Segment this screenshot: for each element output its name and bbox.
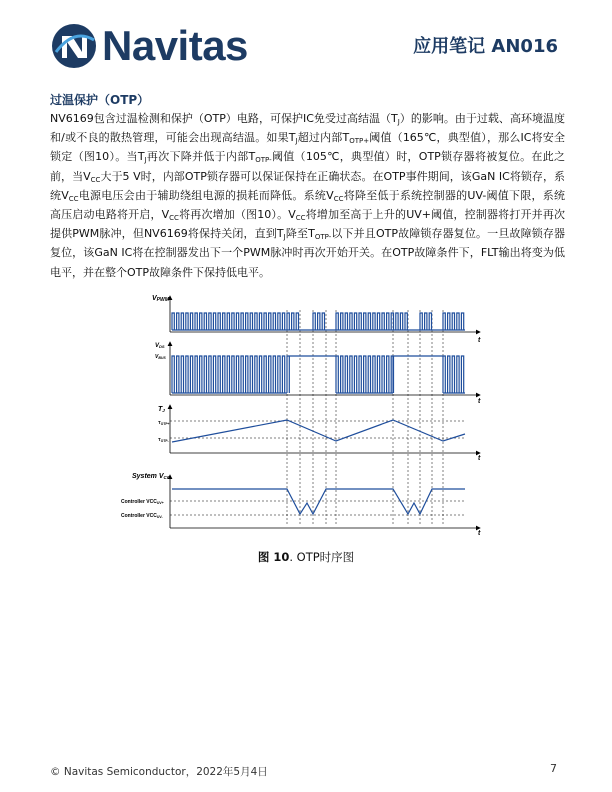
otp-timing-diagram xyxy=(121,290,481,550)
t-label-2: t xyxy=(478,398,481,405)
figure-caption: 图 10. OTP时序图 xyxy=(257,550,355,564)
waveform-system-vcc xyxy=(172,489,465,514)
label-totp-minus: $T_{OTP-}$ xyxy=(158,437,169,443)
label-controller-uv-plus: Controller $VCC_{UV+}$ xyxy=(121,499,164,505)
t-label-4: t xyxy=(478,530,481,537)
label-totp-plus: $T_{OTP+}$ xyxy=(158,420,170,426)
label-tj: TJ xyxy=(158,406,165,413)
footer-copyright: © Navitas Semiconductor，2022年5月4日 xyxy=(50,766,268,778)
waveform-vpwm xyxy=(172,313,465,330)
t-label-1: t xyxy=(478,337,481,344)
section-heading: 过温保护（OTP） xyxy=(50,93,150,107)
label-controller-uv-minus: Controller $VCC_{UV-}$ xyxy=(121,513,163,519)
logo-text: Navitas xyxy=(102,22,248,69)
label-vpwm: VPWM xyxy=(152,295,169,303)
page-number: 7 xyxy=(550,762,557,775)
doc-title: 应用笔记 AN016 xyxy=(413,36,558,57)
label-system-vcc: System VCC xyxy=(132,473,171,480)
paragraph-otp: NV6169包含过温检测和保护（OTP）电路，可保护IC免受过高结温$(T_J)$的影响。由于过载、高环境温度和/或不良的散热管理，可能会出现高结温。如果$T_J$超过内部$T_{OTP+}$阈值（165℃，典型值），那么IC将安全锁定（图10）。当$T_J$再次下降并低于内部$T_{OTP-}$阈值（105℃，典型值）时，OTP锁存器将被复位。在此之前，当$V_{CC}$大于5 V时，内部OTP锁存器可以保证保持在正确状态。在OTP事件期间，该GaN IC将锁存，系统$V_{CC}$电源电压会由于辅助绕组电源的损耗而降低。系统$V_{CC}$将降至低于系统控制器的UV-阈值下限，系统高压启动电路将开启，$V_{CC}$将再次增加（图10）。$V_{CC}$将增加至高于上升的UV+阈值，控制器将打开并再次提供PWM脉冲，但NV6169将保持关闭，直到$T_J$降至$T_{OTP-}$以下并且OTP故障锁存器复位。一旦故障锁存器复位，该GaN IC将在控制器发出下一个PWM脉冲时再次开始开关。在OTP故障条件下，FLT输出将变为低电平，并在整个OTP故障条件下保持低电平。 xyxy=(50,112,566,279)
waveform-vds xyxy=(172,356,465,393)
label-vds: VDS xyxy=(155,343,165,349)
t-label-3: t xyxy=(478,455,481,462)
label-vbus: $V_{BUS}$ xyxy=(155,354,166,360)
body-paragraph xyxy=(50,109,565,282)
waveform-tj xyxy=(172,420,465,442)
event-lines xyxy=(287,310,443,525)
